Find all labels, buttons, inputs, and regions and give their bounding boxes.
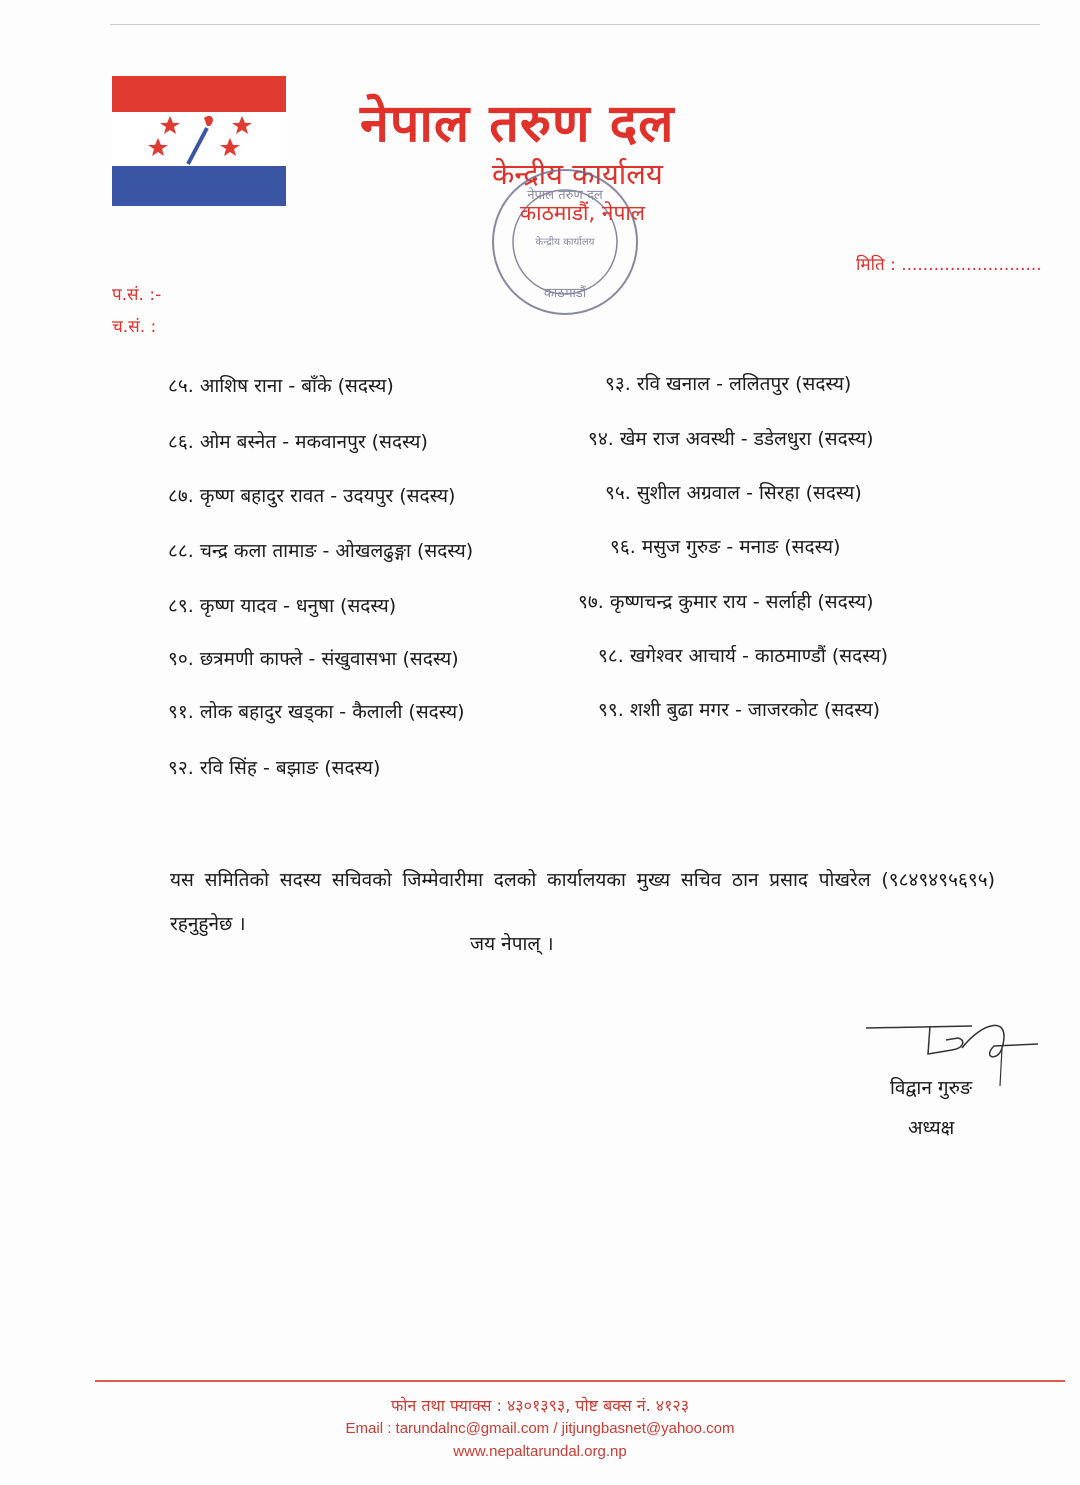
list-item: ८७. कृष्ण बहादुर रावत - उदयपुर (सदस्य) [168, 485, 456, 507]
list-item: ९६. मसुज गुरुङ - मनाङ (सदस्य) [610, 536, 841, 558]
closing-line: जय नेपाल् । [470, 933, 554, 955]
organization-name: नेपाल तरुण दल [360, 94, 675, 154]
stamp-text-center: केन्द्रीय कार्यालय [535, 237, 595, 248]
signatory-name: विद्वान गुरुङ [890, 1077, 973, 1099]
list-item: ९२. रवि सिंह - बझाङ (सदस्य) [168, 757, 381, 779]
stamp-text-top: नेपाल तरुण दल [527, 188, 603, 203]
list-item: ८८. चन्द्र कला तामाङ - ओखलढुङ्गा (सदस्य) [168, 540, 474, 562]
stamp-text-bottom: काठमाडौं [543, 286, 587, 301]
list-item: ९०. छत्रमणी काफ्ले - संखुवासभा (सदस्य) [168, 648, 459, 670]
dispatch-number: च.सं. : [112, 317, 157, 337]
footer-contact: फोन तथा फ्याक्स : ४३०१३९३, पोष्ट बक्स नं. ४१२३ [390, 1396, 690, 1415]
footer-divider [95, 1380, 1065, 1382]
list-item: ९८. खगेश्वर आचार्य - काठमाण्डौं (सदस्य) [598, 645, 889, 667]
list-item: ९५. सुशील अग्रवाल - सिरहा (सदस्य) [605, 482, 862, 504]
office-name: केन्द्रीय कार्यालय [492, 157, 663, 191]
footer-website: www.nepaltarundal.org.np [453, 1443, 627, 1460]
office-stamp [488, 165, 646, 320]
office-address: काठमाडौं, नेपाल [520, 201, 646, 225]
list-item: ८६. ओम बस्नेत - मकवानपुर (सदस्य) [168, 431, 428, 453]
top-divider [110, 24, 1040, 25]
list-item: ९९. शशी बुढा मगर - जाजरकोट (सदस्य) [598, 699, 881, 721]
list-item: ९१. लोक बहादुर खड्का - कैलाली (सदस्य) [168, 701, 465, 723]
party-flag-logo [112, 76, 286, 206]
list-item: ८९. कृष्ण यादव - धनुषा (सदस्य) [168, 595, 397, 617]
list-item: ९४. खेम राज अवस्थी - डडेलधुरा (सदस्य) [588, 428, 874, 450]
list-item: ९७. कृष्णचन्द्र कुमार राय - सर्लाही (सदस्य) [578, 591, 874, 613]
list-item: ८५. आशिष राना - बाँके (सदस्य) [168, 375, 394, 397]
reference-number: प.सं. :- [112, 285, 162, 305]
date-field: मिति : .......................... [856, 255, 1042, 275]
body-paragraph: यस समितिको सदस्य सचिवको जिम्मेवारीमा दलको कार्यालयका मुख्य सचिव ठान प्रसाद पोखरेल (९८४९४९५६९५) रहनुहुनेछ । [170, 869, 995, 935]
list-item: ९३. रवि खनाल - ललितपुर (सदस्य) [605, 373, 852, 395]
signatory-title: अध्यक्ष [908, 1117, 955, 1139]
footer-email: Email : tarundalnc@gmail.com / jitjungbasnet@yahoo.com [345, 1420, 735, 1437]
